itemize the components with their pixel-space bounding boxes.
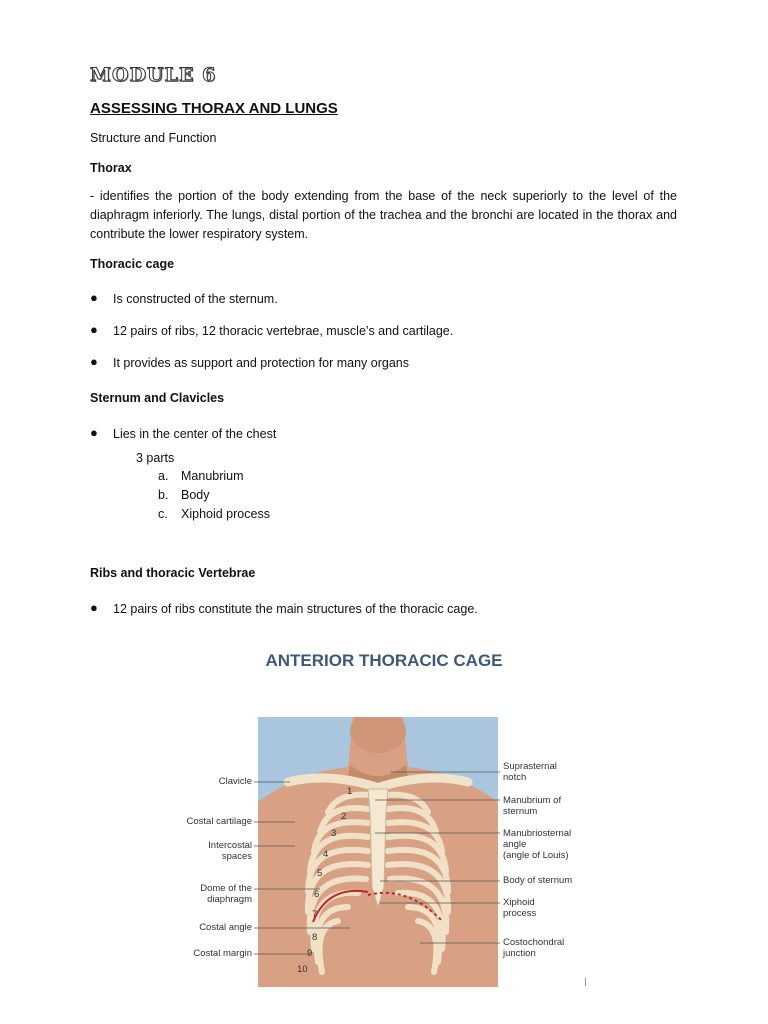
list-item: 12 pairs of ribs, 12 thoracic vertebrae, muscle’s and cartilage. (113, 324, 454, 338)
ribs-title: Ribs and thoracic Vertebrae (90, 566, 256, 580)
figure-label: Manubrium of sternum (503, 795, 562, 817)
figure-label: Clavicle (218, 776, 252, 787)
rib-number: 5 (317, 868, 323, 879)
bullet-icon: ● (90, 425, 98, 440)
list-item: Manubrium (181, 469, 244, 483)
rib-number: 2 (341, 811, 347, 822)
figure-label: Dome of the diaphragm (200, 883, 252, 905)
sternum-title: Sternum and Clavicles (90, 391, 225, 405)
figure-label: Costal angle (199, 922, 252, 933)
list-item: Body (181, 488, 210, 502)
rib-number: 10 (297, 964, 308, 975)
rib-number: 8 (312, 932, 318, 943)
figure-label: Costal margin (193, 948, 252, 959)
subheading: Structure and Function (90, 131, 217, 145)
list-item: It provides as support and protection for many organs (113, 356, 409, 370)
parts-label: 3 parts (136, 451, 175, 465)
list-item: 12 pairs of ribs constitute the main structures of the thoracic cage. (113, 602, 478, 616)
thorax-title: Thorax (90, 161, 132, 175)
figure-label: Intercostal spaces (208, 840, 252, 862)
bullet-icon: ● (90, 600, 98, 615)
page-mark (585, 978, 586, 986)
rib-number: 6 (314, 889, 320, 900)
figure-label: Costal cartilage (186, 816, 252, 827)
figure-label: Xiphoid process (503, 897, 537, 919)
list-item: Xiphoid process (181, 507, 270, 521)
list-marker: b. (158, 488, 169, 502)
module-title: MODULE 6 (90, 64, 217, 86)
rib-number: 1 (347, 786, 353, 797)
figure-label: Suprasternal notch (503, 761, 557, 783)
figure-label: Body of sternum (503, 875, 573, 886)
rib-number: 9 (307, 948, 313, 959)
thoracic-cage-title: Thoracic cage (90, 257, 175, 271)
list-item: Is constructed of the sternum. (113, 292, 278, 306)
bullet-icon: ● (90, 322, 98, 337)
list-item: Lies in the center of the chest (113, 427, 277, 441)
thorax-paragraph: - identifies the portion of the body extending from the base of the neck superiorly to the level of the diaphragm inferiorly. The lungs, distal portion of the trachea and the bronchi are located in the thorax and contribute the lower respiratory system. (90, 189, 677, 241)
list-marker: c. (158, 507, 168, 521)
figure-label: Costochondral junction (503, 937, 565, 959)
page-heading: ASSESSING THORAX AND LUNGS (90, 100, 338, 117)
list-marker: a. (158, 469, 169, 483)
leader-lines (150, 760, 510, 970)
rib-number: 3 (331, 828, 337, 839)
bullet-icon: ● (90, 290, 98, 305)
bullet-icon: ● (90, 354, 98, 369)
figure-label: Manubriosternal angle (angle of Louis) (503, 828, 572, 861)
figure-title: ANTERIOR THORACIC CAGE (265, 651, 503, 670)
rib-number: 4 (323, 849, 329, 860)
rib-number: 7 (312, 909, 318, 920)
